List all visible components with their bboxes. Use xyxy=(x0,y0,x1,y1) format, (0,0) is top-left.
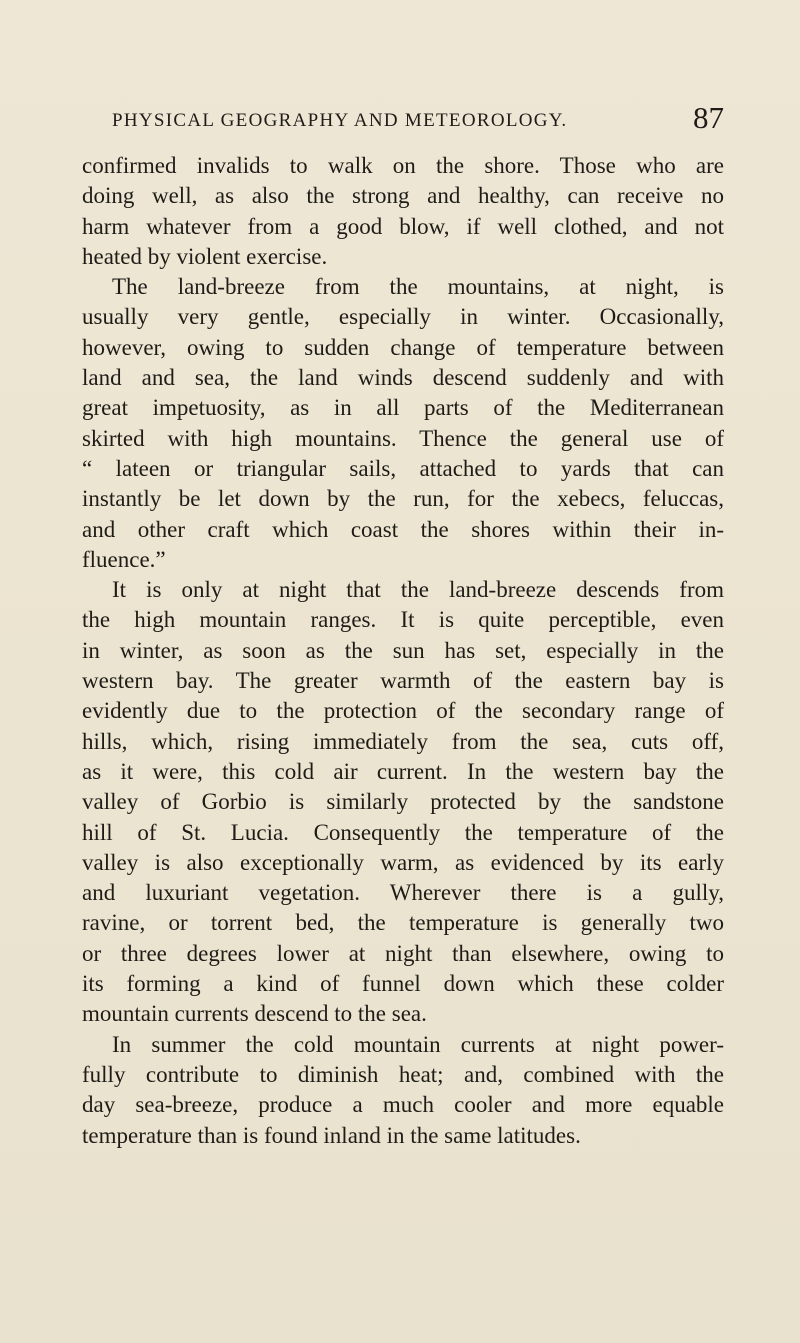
text-line: western bay. The greater warmth of the eastern bay is xyxy=(82,668,724,694)
text-line: evidently due to the protection of the secondary range of xyxy=(82,698,724,724)
text-line: hill of St. Lucia. Consequently the temperature of the xyxy=(82,819,724,845)
text-line: its forming a kind of funnel down which these colder xyxy=(82,971,724,997)
text-line: fluence.” xyxy=(82,546,166,572)
text-line: doing well, as also the strong and healthy, can receive no xyxy=(82,183,724,209)
page-number: 87 xyxy=(693,100,724,135)
text-line: great impetuosity, as in all parts of the Mediterranean xyxy=(82,395,724,421)
text-line: mountain currents descend to the sea. xyxy=(82,1001,427,1027)
text-line: day sea-breeze, produce a much cooler and more equable xyxy=(82,1092,724,1118)
text-line: or three degrees lower at night than elsewhere, owing to xyxy=(82,940,724,966)
text-line: usually very gentle, especially in winter. Occasionally, xyxy=(82,304,724,330)
text-line: confirmed invalids to walk on the shore. Those who are xyxy=(82,153,724,178)
text-line: fully contribute to diminish heat; and, combined with the xyxy=(82,1061,724,1087)
running-title: PHYSICAL GEOGRAPHY AND METEOROLOGY. xyxy=(112,110,568,131)
text-line: heated by violent exercise. xyxy=(82,243,328,269)
text-line: skirted with high mountains. Thence the general use of xyxy=(82,425,724,451)
text-line: ravine, or torrent bed, the temperature is generally two xyxy=(82,910,724,936)
text-line: however, owing to sudden change of temperature between xyxy=(82,334,724,360)
text-line: as it were, this cold air current. In the western bay the xyxy=(82,758,724,784)
text-line: valley is also exceptionally warm, as evidenced by its early xyxy=(82,849,724,875)
body-text xyxy=(82,151,724,1151)
text-line: instantly be let down by the run, for the xebecs, feluccas, xyxy=(82,486,724,512)
text-line: In summer the cold mountain currents at night power- xyxy=(112,1031,724,1057)
text-line: and other craft which coast the shores within their in- xyxy=(82,516,724,542)
running-head xyxy=(112,98,724,138)
text-line: and luxuriant vegetation. Wherever there is a gully, xyxy=(82,880,724,906)
text-line: hills, which, rising immediately from the sea, cuts off, xyxy=(82,728,724,754)
text-line: the high mountain ranges. It is quite perceptible, even xyxy=(82,607,724,633)
text-line: land and sea, the land winds descend suddenly and with xyxy=(82,365,724,391)
text-line: temperature than is found inland in the same latitudes. xyxy=(82,1122,581,1148)
text-line: in winter, as soon as the sun has set, especially in the xyxy=(82,637,724,663)
text-line: “ lateen or triangular sails, attached to yards that can xyxy=(82,455,724,481)
text-line: It is only at night that the land-breeze descends from xyxy=(112,577,724,603)
text-line: valley of Gorbio is similarly protected by the sandstone xyxy=(82,789,724,815)
text-line: harm whatever from a good blow, if well clothed, and not xyxy=(82,213,724,239)
text-line: The land-breeze from the mountains, at night, is xyxy=(112,274,724,300)
